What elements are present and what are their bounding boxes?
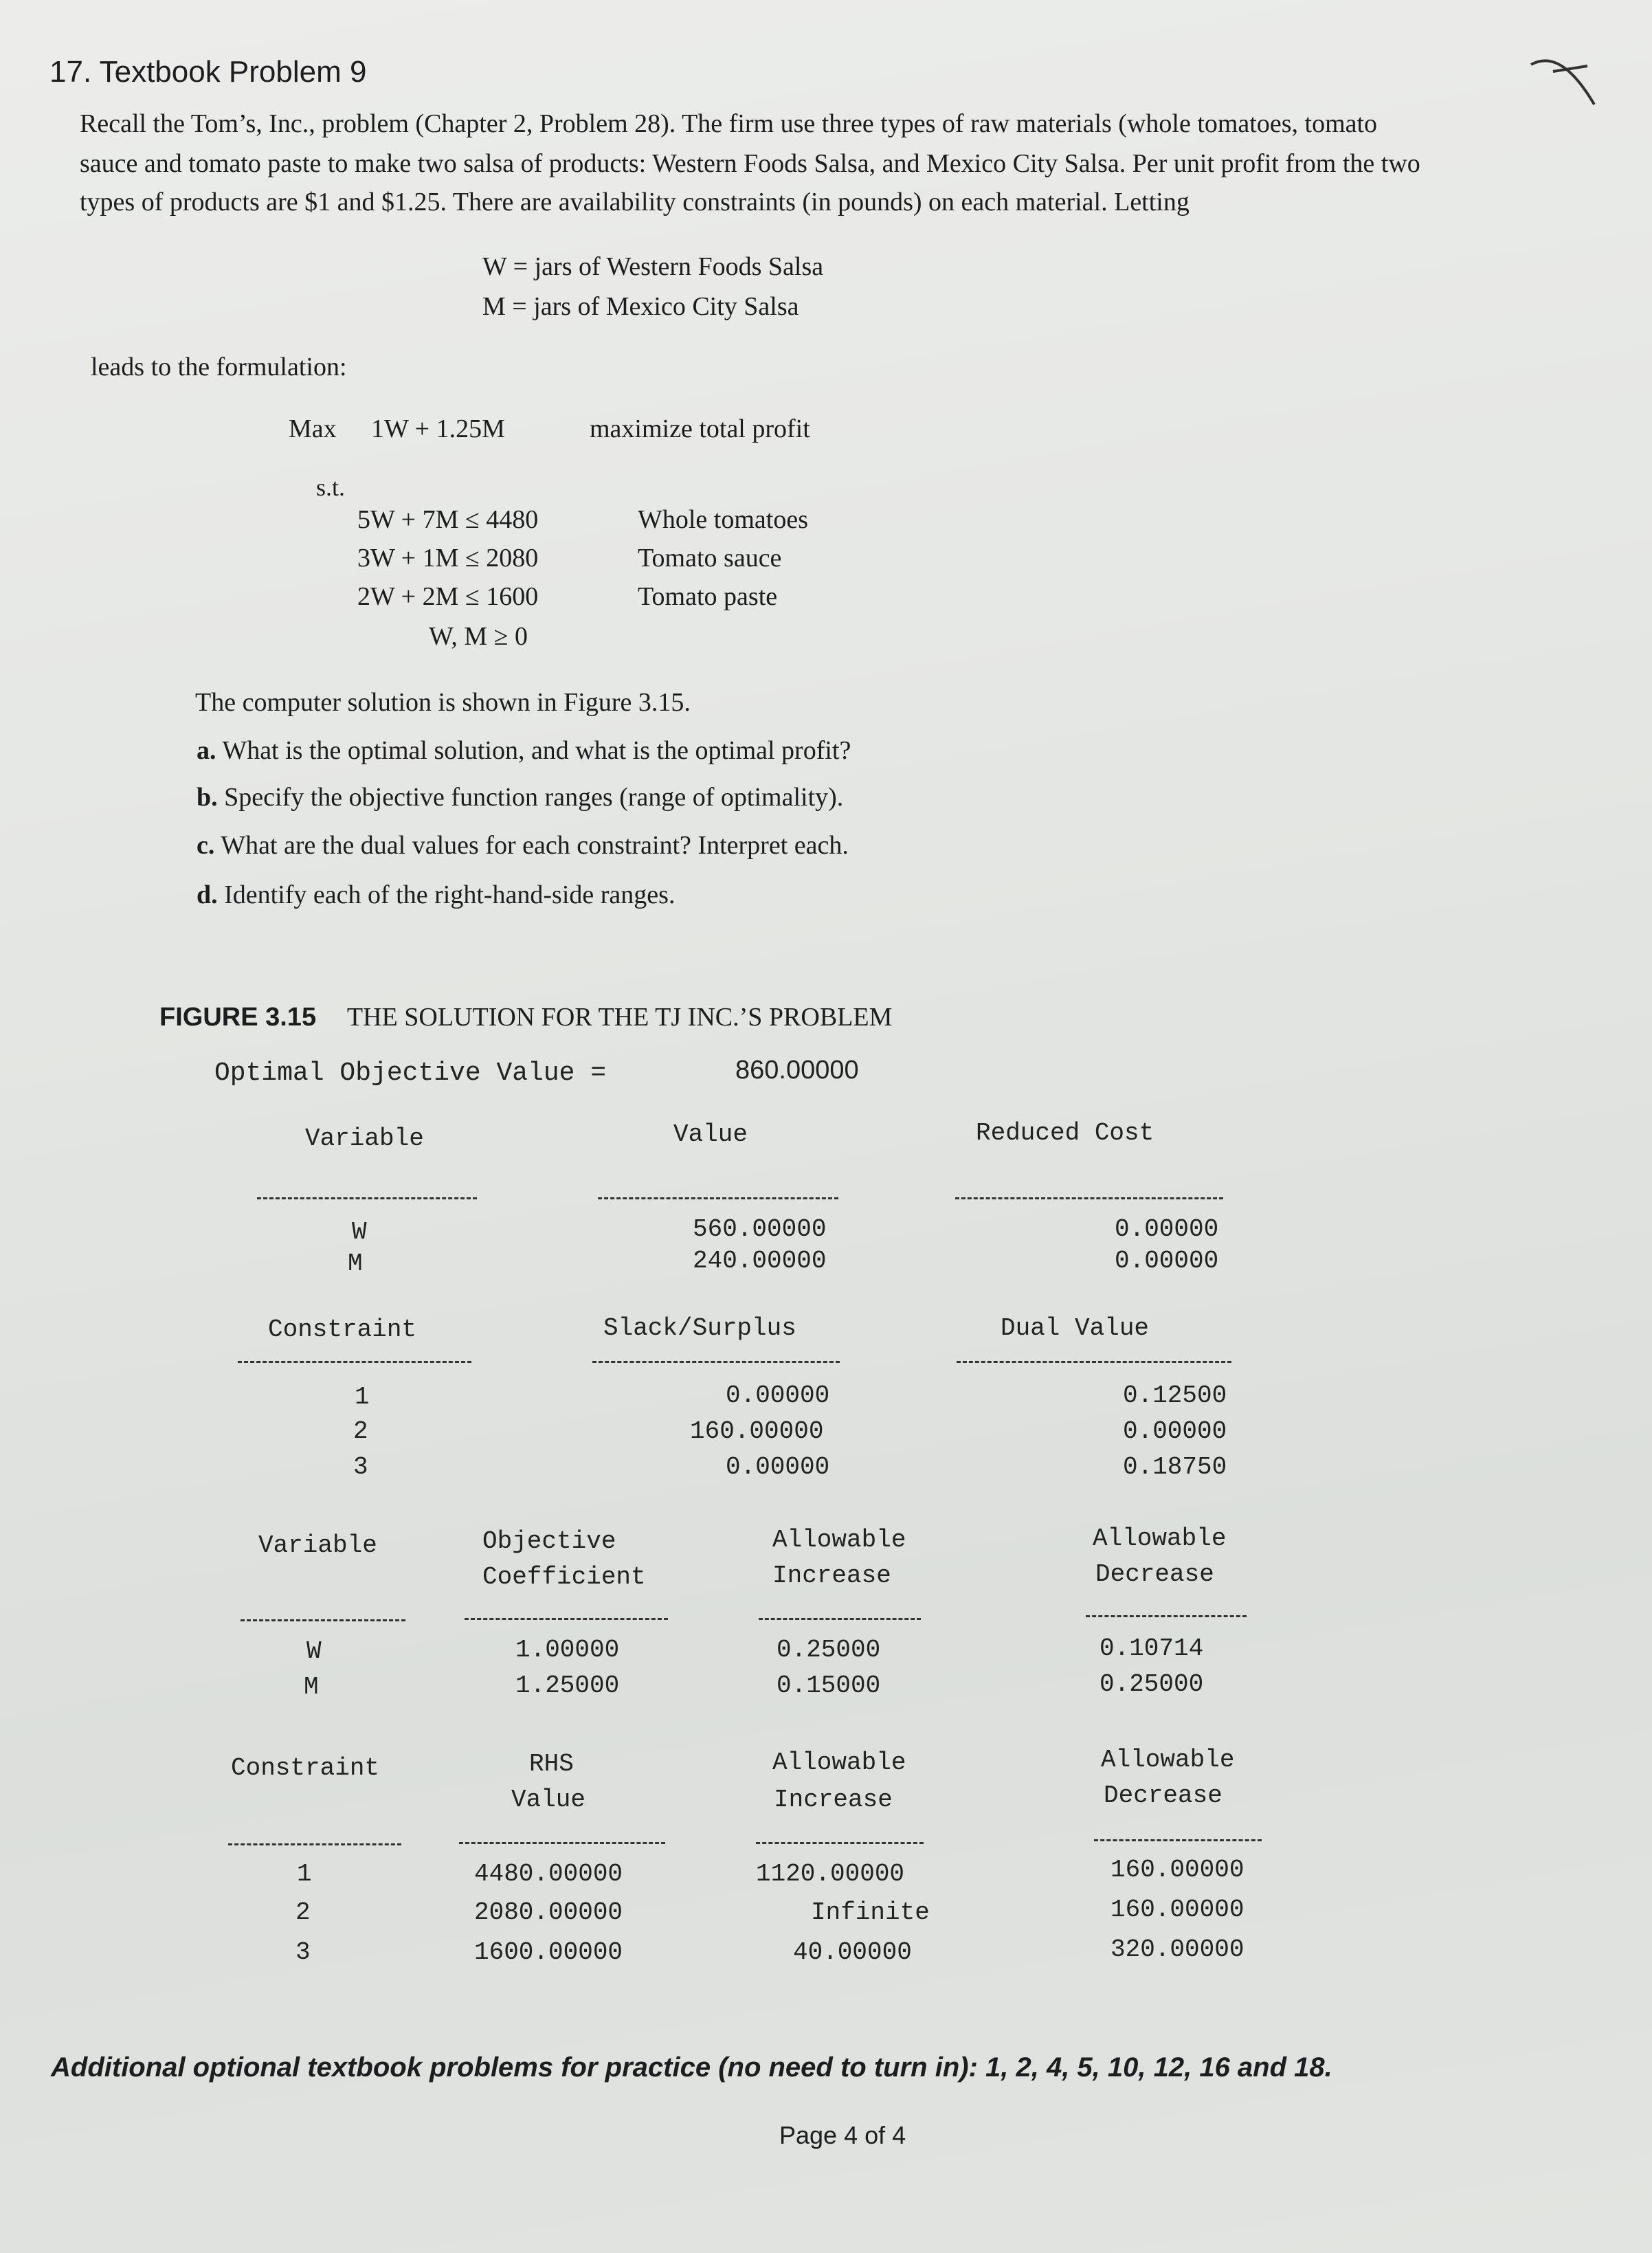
dashed-rule xyxy=(459,1842,665,1844)
constraint-number: 1 xyxy=(355,1383,370,1411)
rhs-value: 4480.00000 xyxy=(474,1860,623,1888)
dashed-rule xyxy=(257,1197,477,1199)
rhs-increase: 40.00000 xyxy=(793,1938,912,1966)
range-decrease-w: 0.10714 xyxy=(1100,1634,1204,1663)
constraint-name-3: Tomato paste xyxy=(638,582,778,611)
header-objective: Objective xyxy=(482,1527,616,1555)
definition-w: W = jars of Western Foods Salsa xyxy=(482,252,824,281)
dashed-rule xyxy=(598,1197,838,1199)
dashed-rule xyxy=(465,1618,668,1620)
subject-to-label: s.t. xyxy=(316,474,346,501)
intro-line-2: sauce and tomato paste to make two salsa of products: Western Foods Salsa, and Mexico City Salsa. Per unit profit from the two xyxy=(80,149,1420,178)
range-variable-m: M xyxy=(304,1673,319,1701)
constraint-dual: 0.12500 xyxy=(1123,1381,1227,1410)
header-allowable-increase: Allowable xyxy=(772,1749,906,1777)
rhs-decrease: 160.00000 xyxy=(1110,1896,1244,1924)
range-variable-w: W xyxy=(306,1637,322,1665)
pen-mark-icon xyxy=(1526,51,1601,113)
max-label: Max xyxy=(289,414,337,443)
solution-intro: The computer solution is shown in Figure 3.15. xyxy=(195,688,691,717)
constraint-dual: 0.00000 xyxy=(1123,1417,1227,1445)
header-constraint: Constraint xyxy=(231,1754,380,1782)
constraint-number: 3 xyxy=(353,1453,368,1481)
header-variable: Variable xyxy=(258,1531,377,1560)
header-variable: Variable xyxy=(305,1124,424,1153)
nonnegativity-constraint: W, M ≥ 0 xyxy=(429,622,528,651)
header-increase: Increase xyxy=(774,1786,893,1814)
dashed-rule xyxy=(756,1842,924,1844)
rhs-decrease: 160.00000 xyxy=(1110,1856,1244,1884)
intro-line-1: Recall the Tom’s, Inc., problem (Chapter 2, Problem 28). The firm use three types of raw materials (whole tomatoes, tomato xyxy=(80,109,1378,138)
header-reduced-cost: Reduced Cost xyxy=(976,1119,1154,1147)
range-increase-w: 0.25000 xyxy=(777,1636,881,1664)
question-letter: a. xyxy=(197,736,216,765)
rhs-constraint-number: 3 xyxy=(295,1938,311,1966)
question-b xyxy=(197,782,843,812)
variable-name-w: W xyxy=(352,1218,367,1246)
variable-reduced-m: 0.00000 xyxy=(1115,1247,1219,1275)
rhs-constraint-number: 2 xyxy=(295,1898,311,1927)
constraint-dual: 0.18750 xyxy=(1123,1453,1227,1481)
dashed-rule xyxy=(957,1361,1231,1363)
variable-value-w: 560.00000 xyxy=(693,1215,827,1243)
rhs-increase: 1120.00000 xyxy=(756,1860,905,1888)
variable-reduced-w: 0.00000 xyxy=(1115,1215,1219,1243)
constraint-expr-2: 3W + 1M ≤ 2080 xyxy=(357,544,539,573)
header-slack-surplus: Slack/Surplus xyxy=(603,1314,796,1342)
dashed-rule xyxy=(1086,1615,1247,1617)
dashed-rule xyxy=(592,1361,840,1363)
header-rhs: RHS xyxy=(529,1750,574,1778)
page-number: Page 4 of 4 xyxy=(779,2121,906,2149)
rhs-increase: Infinite xyxy=(811,1898,930,1927)
header-increase: Increase xyxy=(772,1562,891,1590)
constraint-number: 2 xyxy=(353,1417,368,1445)
question-text: What is the optimal solution, and what is the optimal profit? xyxy=(222,736,851,765)
question-d xyxy=(197,880,675,910)
header-rhs-value: Value xyxy=(511,1786,586,1814)
question-letter: d. xyxy=(197,880,218,909)
figure-caption xyxy=(159,1002,892,1032)
rhs-constraint-number: 1 xyxy=(297,1860,312,1888)
rhs-value: 2080.00000 xyxy=(474,1898,623,1927)
question-text: Identify each of the right-hand-side ranges. xyxy=(224,880,676,909)
dashed-rule xyxy=(238,1361,471,1363)
question-text: Specify the objective function ranges (range of optimality). xyxy=(224,783,844,812)
header-allowable-decrease: Allowable xyxy=(1093,1524,1227,1553)
question-c xyxy=(197,830,849,861)
header-decrease: Decrease xyxy=(1095,1560,1214,1588)
question-letter: b. xyxy=(197,783,218,812)
header-allowable-decrease: Allowable xyxy=(1101,1746,1235,1774)
variable-value-m: 240.00000 xyxy=(693,1247,827,1275)
rhs-decrease: 320.00000 xyxy=(1110,1935,1244,1964)
header-constraint: Constraint xyxy=(268,1316,417,1344)
problem-heading: 17. Textbook Problem 9 xyxy=(49,55,367,89)
header-dual-value: Dual Value xyxy=(1001,1314,1150,1342)
variable-name-m: M xyxy=(348,1250,363,1278)
header-decrease: Decrease xyxy=(1104,1782,1223,1810)
definition-m: M = jars of Mexico City Salsa xyxy=(482,292,799,321)
constraint-expr-3: 2W + 2M ≤ 1600 xyxy=(357,582,539,611)
dashed-rule xyxy=(759,1618,921,1620)
range-coef-w: 1.00000 xyxy=(515,1636,620,1664)
range-decrease-m: 0.25000 xyxy=(1100,1670,1204,1698)
rhs-value: 1600.00000 xyxy=(474,1938,623,1966)
optimal-objective-value: 860.00000 xyxy=(735,1056,859,1085)
constraint-slack: 160.00000 xyxy=(690,1417,824,1445)
dashed-rule xyxy=(955,1197,1223,1199)
figure-number: FIGURE 3.15 xyxy=(159,1003,317,1032)
question-letter: c. xyxy=(197,831,215,860)
intro-line-3: types of products are $1 and $1.25. There are availability constraints (in pounds) on each material. Letting xyxy=(80,188,1190,217)
dashed-rule xyxy=(1094,1839,1262,1841)
constraint-name-1: Whole tomatoes xyxy=(638,505,808,534)
header-coefficient: Coefficient xyxy=(482,1563,646,1591)
optimal-objective-label: Optimal Objective Value = xyxy=(214,1058,607,1088)
constraint-slack: 0.00000 xyxy=(726,1381,830,1410)
lead-text: leads to the formulation: xyxy=(91,353,347,381)
range-increase-m: 0.15000 xyxy=(777,1672,881,1700)
question-a xyxy=(197,735,851,766)
constraint-slack: 0.00000 xyxy=(726,1453,830,1481)
range-coef-m: 1.25000 xyxy=(515,1672,620,1700)
header-allowable-increase: Allowable xyxy=(772,1526,906,1554)
constraint-name-2: Tomato sauce xyxy=(638,544,782,573)
dashed-rule xyxy=(228,1843,401,1845)
figure-title: THE SOLUTION FOR THE TJ INC.’S PROBLEM xyxy=(346,1003,893,1032)
objective-description: maximize total profit xyxy=(590,414,810,443)
objective-expression: 1W + 1.25M xyxy=(371,414,505,443)
dashed-rule xyxy=(241,1619,405,1621)
constraint-expr-1: 5W + 7M ≤ 4480 xyxy=(357,505,539,534)
additional-problems-note: Additional optional textbook problems for practice (no need to turn in): 1, 2, 4, 5, 10, 12, 16 and 18. xyxy=(51,2052,1332,2083)
header-value: Value xyxy=(673,1120,748,1148)
question-text: What are the dual values for each constraint? Interpret each. xyxy=(221,831,849,860)
